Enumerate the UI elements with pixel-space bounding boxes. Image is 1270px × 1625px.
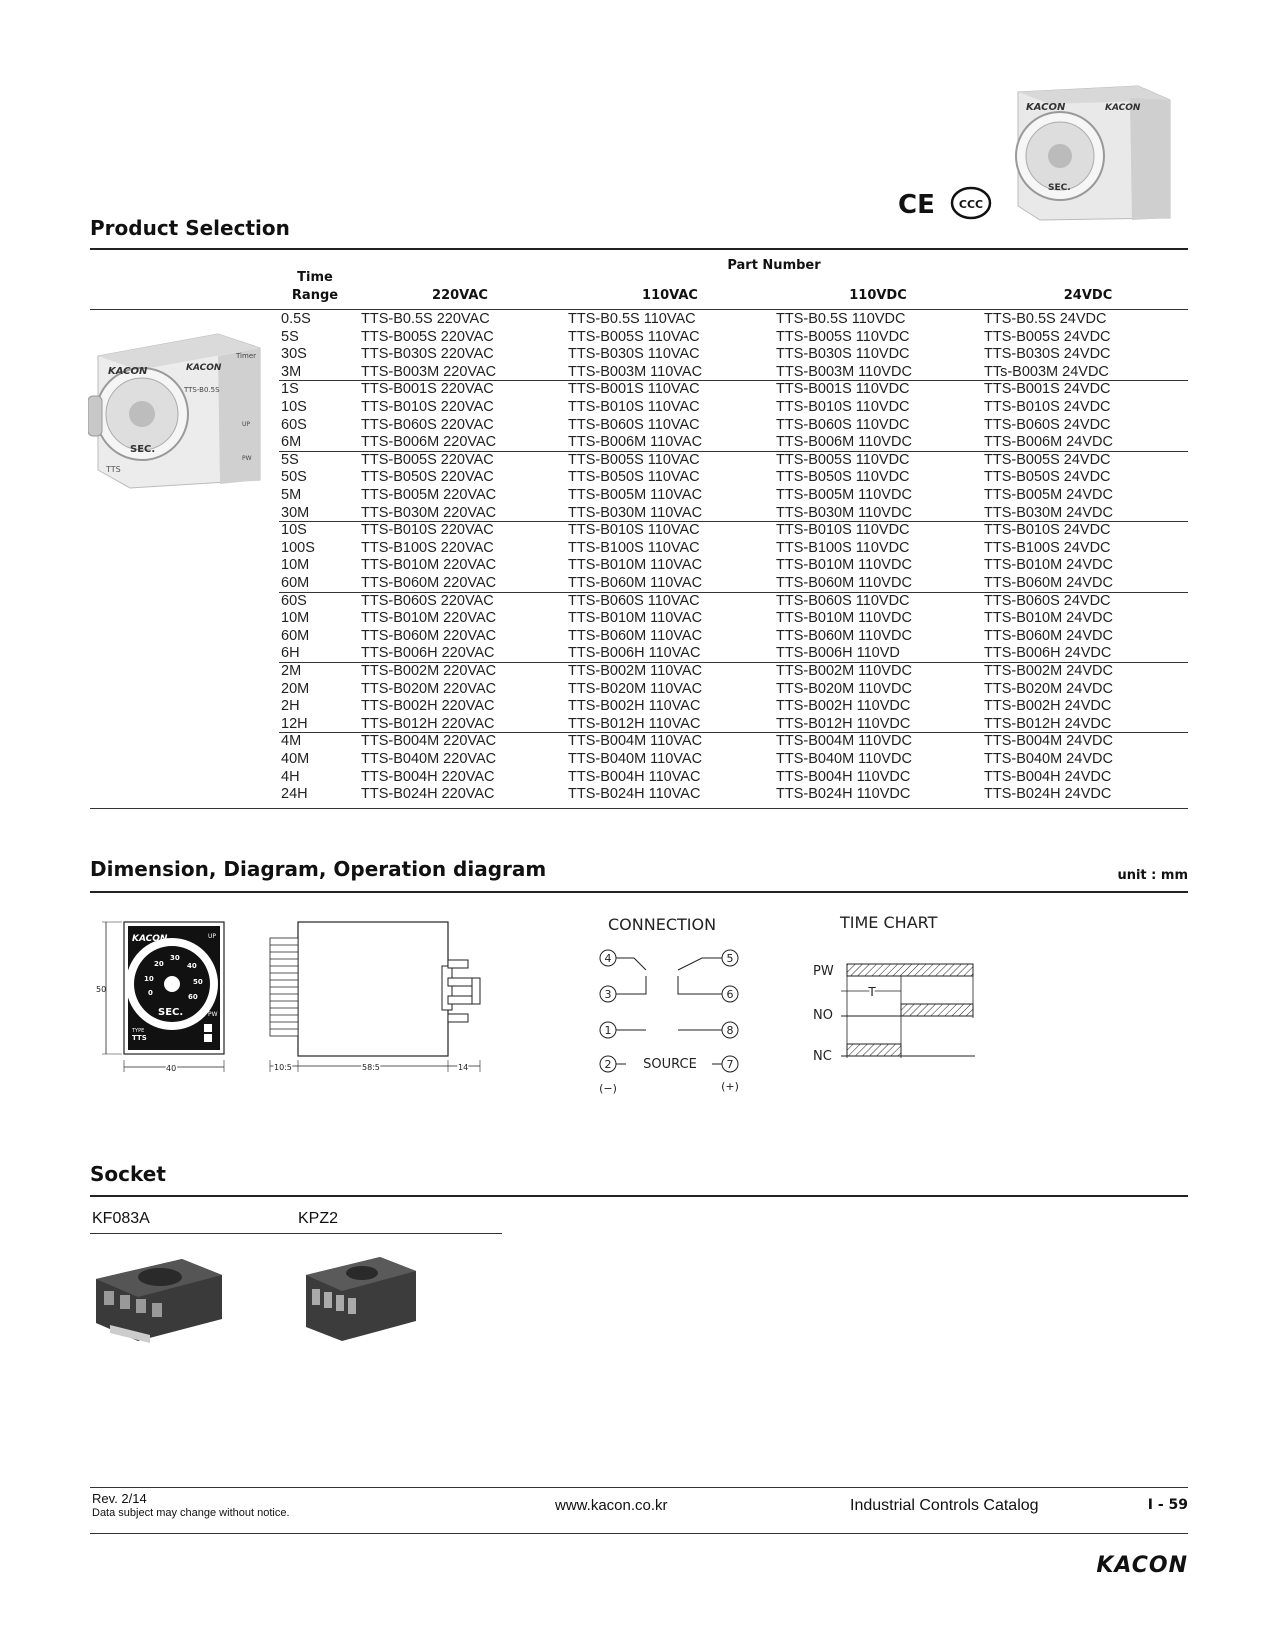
table-cell-part-number: TTS-B004M 110VAC [568, 733, 703, 750]
table-photo-brand: KACON [108, 366, 148, 377]
ce-mark-icon [898, 188, 940, 218]
table-cell-part-number: TTS-B020M 220VAC [361, 680, 497, 697]
pin-6: 6 [726, 988, 734, 1001]
table-cell-part-number: TTS-B003M 220VAC [361, 363, 497, 380]
table-cell-part-number: TTS-B040M 24VDC [984, 751, 1113, 767]
table-cell-part-number: TTS-B002H 24VDC [984, 698, 1112, 715]
table-cell-part-number: TTS-B005M 110VAC [568, 487, 703, 503]
table-cell-part-number: TTS-B005S 220VAC [361, 451, 494, 468]
table-cell-part-number: TTS-B006M 110VAC [568, 434, 703, 451]
table-photo-pw: PW [242, 455, 252, 462]
front-brand: KACON [132, 934, 168, 944]
front-up: UP [208, 933, 217, 940]
dim-depth-c: 14 [458, 1063, 469, 1072]
source-neg: (−) [599, 1082, 617, 1095]
table-cell-part-number: TTS-B020M 24VDC [984, 680, 1113, 697]
footer-bottom-rule [90, 1533, 1188, 1534]
source-label: SOURCE [643, 1057, 697, 1072]
product-photo-table [88, 330, 268, 490]
front-dial-0: 0 [148, 989, 153, 997]
table-cell-part-number: TTS-B004M 220VAC [361, 733, 497, 750]
table-cell-range: 10M [281, 610, 310, 627]
timechart-row-nc: NC [813, 1049, 832, 1064]
front-pw: PW [208, 1011, 218, 1018]
table-cell-part-number: TTS-B030M 24VDC [984, 504, 1113, 521]
top-photo-sec: SEC. [1048, 183, 1071, 193]
dim-depth-b: 58.5 [362, 1063, 380, 1072]
table-cell-part-number: TTS-B030M 110VAC [568, 504, 703, 521]
table-cell-part-number: TTS-B002M 220VAC [361, 663, 497, 679]
table-cell-range: 30S [281, 346, 307, 363]
footer-rev: Rev. 2/14 [92, 1491, 147, 1506]
timechart-row-pw: PW [813, 964, 834, 979]
table-header-part-number: Part Number [727, 258, 821, 273]
timechart-row-no: NO [813, 1008, 833, 1023]
time-chart [805, 908, 980, 1078]
table-bottom-rule [90, 808, 1188, 809]
table-cell-part-number: TTS-B050S 110VAC [568, 469, 700, 486]
table-cell-part-number: TTS-B060M 110VAC [568, 627, 703, 644]
table-cell-part-number: TTS-B005M 24VDC [984, 487, 1113, 503]
front-dial-30: 30 [170, 954, 180, 962]
front-type-value: TTS [132, 1034, 147, 1042]
dim-width: 40 [166, 1064, 177, 1073]
footer-page-number: I - 59 [1147, 1497, 1188, 1513]
table-cell-part-number: TTS-B010M 220VAC [361, 610, 497, 627]
table-cell-range: 50S [281, 469, 307, 486]
table-cell-part-number: TTS-B012H 110VAC [568, 715, 701, 732]
table-cell-range: 24H [281, 786, 308, 803]
table-cell-part-number: TTS-B030S 24VDC [984, 346, 1111, 363]
table-photo-sec: SEC. [130, 444, 156, 455]
table-cell-range: 10S [281, 522, 307, 539]
table-cell-range: 4M [281, 733, 302, 750]
table-cell-part-number: TTS-B005S 110VDC [776, 328, 910, 345]
table-cell-range: 10S [281, 399, 307, 415]
table-cell-part-number: TTS-B005S 110VDC [776, 451, 910, 468]
table-cell-part-number: TTS-B006H 24VDC [984, 645, 1112, 662]
front-type-label: TYPE [132, 1028, 145, 1034]
table-cell-part-number: TTS-B010S 110VAC [568, 522, 700, 539]
front-dial-60: 60 [188, 993, 198, 1001]
table-cell-part-number: TTS-B010M 110VDC [776, 557, 912, 574]
section-rule-dimension [90, 891, 1188, 893]
connection-title: CONNECTION [608, 915, 717, 934]
table-cell-part-number: TTS-B004H 110VAC [568, 768, 701, 785]
table-cell-part-number: TTS-B060S 220VAC [361, 416, 494, 433]
table-cell-range: 5M [281, 487, 302, 503]
table-cell-part-number: TTS-B060M 110VDC [776, 575, 912, 591]
table-cell-part-number: TTS-B030M 110VDC [776, 504, 912, 521]
table-cell-part-number: TTS-B010M 24VDC [984, 610, 1113, 627]
table-cell-part-number: TTS-B060M 220VAC [361, 575, 497, 591]
table-cell-part-number: TTS-B0.5S 24VDC [984, 311, 1107, 327]
table-cell-part-number: TTS-B004H 24VDC [984, 768, 1112, 785]
table-photo-up: UP [242, 421, 251, 428]
table-header-time: Time [297, 270, 333, 285]
table-header-range: Range [291, 288, 339, 303]
footer-top-rule [90, 1487, 1188, 1488]
table-cell-part-number: TTS-B050S 24VDC [984, 469, 1111, 486]
table-cell-range: 5S [281, 328, 299, 345]
table-cell-range: 2M [281, 663, 302, 679]
table-cell-part-number: TTS-B005S 110VAC [568, 451, 700, 468]
table-cell-part-number: TTS-B060S 220VAC [361, 592, 494, 609]
table-cell-part-number: TTS-B001S 24VDC [984, 381, 1111, 398]
table-cell-part-number: TTS-B005S 110VAC [568, 328, 700, 345]
table-cell-range: 5S [281, 451, 299, 468]
table-cell-part-number: TTS-B006H 110VAC [568, 645, 701, 662]
table-cell-part-number: TTS-B010S 220VAC [361, 399, 494, 415]
table-header-24vdc: 24VDC [1063, 288, 1113, 303]
timechart-t: T [868, 985, 876, 999]
front-view-drawing [96, 914, 236, 1074]
table-cell-part-number: TTS-B030S 220VAC [361, 346, 494, 363]
table-cell-part-number: TTS-B0.5S 220VAC [361, 311, 490, 327]
table-cell-range: 30M [281, 504, 310, 521]
section-rule-product [90, 248, 1188, 250]
table-cell-part-number: TTS-B012H 110VDC [776, 715, 911, 732]
table-cell-part-number: TTS-B060S 110VAC [568, 592, 700, 609]
table-cell-part-number: TTS-B006M 110VDC [776, 434, 912, 451]
side-view-drawing [262, 910, 502, 1074]
front-dial-20: 20 [154, 960, 164, 968]
table-header-110vdc: 110VDC [849, 288, 907, 303]
table-cell-part-number: TTS-B005S 24VDC [984, 328, 1111, 345]
table-cell-range: 60S [281, 592, 307, 609]
pin-8: 8 [726, 1024, 734, 1037]
table-cell-part-number: TTS-B010M 110VAC [568, 557, 703, 574]
pin-4: 4 [604, 952, 612, 965]
table-cell-part-number: TTS-B002M 110VDC [776, 663, 912, 679]
table-cell-part-number: TTS-B006H 220VAC [361, 645, 495, 662]
ccc-mark-icon [950, 186, 992, 220]
footer-logo: KACON [1096, 1553, 1188, 1578]
table-cell-part-number: TTS-B003M 110VAC [568, 363, 703, 380]
socket-label-rule [90, 1233, 502, 1234]
table-cell-part-number: TTS-B004H 220VAC [361, 768, 495, 785]
table-cell-range: 1S [281, 381, 299, 398]
table-cell-part-number: TTS-B010S 110VDC [776, 399, 910, 415]
table-cell-part-number: TTS-B100S 220VAC [361, 539, 494, 556]
table-header-220vac: 220VAC [432, 288, 488, 303]
table-cell-range: 20M [281, 680, 310, 697]
table-cell-part-number: TTS-B030M 220VAC [361, 504, 497, 521]
table-photo-timer: Timer [236, 352, 257, 360]
table-cell-range: 12H [281, 715, 308, 732]
table-cell-part-number: TTS-B060M 220VAC [361, 627, 497, 644]
ccc-mark-text: CCC [958, 198, 984, 211]
table-cell-part-number: TTS-B004M 110VDC [776, 733, 912, 750]
top-photo-brand-side: KACON [1105, 103, 1141, 113]
socket-label-kf083a: KF083A [92, 1210, 150, 1227]
pin-1: 1 [604, 1024, 612, 1037]
table-cell-part-number: TTS-B001S 110VAC [568, 381, 700, 398]
table-cell-part-number: TTs-B003M 24VDC [984, 363, 1109, 380]
source-pos: (+) [721, 1080, 739, 1093]
front-dial-10: 10 [144, 975, 154, 983]
table-cell-part-number: TTS-B024H 110VAC [568, 786, 701, 803]
footer-url[interactable]: www.kacon.co.kr [555, 1497, 668, 1514]
table-cell-part-number: TTS-B010S 110VAC [568, 399, 700, 415]
table-cell-part-number: TTS-B100S 110VDC [776, 539, 910, 556]
front-dial-50: 50 [193, 978, 203, 986]
table-cell-part-number: TTS-B004M 24VDC [984, 733, 1113, 750]
table-cell-part-number: TTS-B010M 220VAC [361, 557, 497, 574]
table-cell-part-number: TTS-B002H 110VDC [776, 698, 911, 715]
table-cell-part-number: TTS-B060M 24VDC [984, 575, 1113, 591]
unit-label: unit : mm [1117, 868, 1188, 883]
table-cell-part-number: TTS-B005M 220VAC [361, 487, 497, 503]
table-cell-part-number: TTS-B050S 220VAC [361, 469, 494, 486]
table-cell-part-number: TTS-B060S 110VDC [776, 416, 910, 433]
table-cell-part-number: TTS-B060S 24VDC [984, 592, 1111, 609]
table-cell-part-number: TTS-B001S 220VAC [361, 381, 494, 398]
table-cell-part-number: TTS-B006H 110VD [776, 645, 900, 662]
table-cell-part-number: TTS-B002M 24VDC [984, 663, 1113, 679]
top-photo-brand: KACON [1026, 102, 1066, 113]
table-cell-part-number: TTS-B0.5S 110VDC [776, 311, 906, 327]
table-cell-part-number: TTS-B060M 110VDC [776, 627, 912, 644]
table-cell-part-number: TTS-B024H 220VAC [361, 786, 495, 803]
table-cell-part-number: TTS-B006M 220VAC [361, 434, 497, 451]
table-cell-part-number: TTS-B020M 110VDC [776, 680, 912, 697]
table-cell-range: 100S [281, 539, 315, 556]
pin-7: 7 [726, 1058, 734, 1071]
table-cell-part-number: TTS-B002M 110VAC [568, 663, 703, 679]
connection-diagram [590, 908, 760, 1098]
table-cell-part-number: TTS-B040M 110VAC [568, 751, 703, 767]
table-cell-part-number: TTS-B060M 24VDC [984, 627, 1113, 644]
table-cell-part-number: TTS-B012H 24VDC [984, 715, 1112, 732]
table-cell-part-number: TTS-B005S 220VAC [361, 328, 494, 345]
dim-depth-a: 10.5 [274, 1063, 292, 1072]
ce-mark-text: CE [898, 190, 935, 218]
table-cell-range: 60M [281, 627, 310, 644]
table-cell-range: 3M [281, 363, 302, 380]
table-cell-part-number: TTS-B060S 110VDC [776, 592, 910, 609]
table-cell-part-number: TTS-B010M 110VAC [568, 610, 703, 627]
product-photo-top [1010, 78, 1180, 224]
table-photo-brand-side: KACON [186, 363, 222, 373]
table-cell-part-number: TTS-B030S 110VDC [776, 346, 910, 363]
table-cell-part-number: TTS-B040M 220VAC [361, 751, 497, 767]
table-cell-part-number: TTS-B024H 24VDC [984, 786, 1112, 803]
table-cell-range: 40M [281, 751, 310, 767]
socket-photo-kpz2 [302, 1245, 422, 1345]
section-rule-socket [90, 1195, 1188, 1197]
section-title-product-selection: Product Selection [90, 216, 290, 240]
table-cell-part-number: TTS-B060S 110VAC [568, 416, 700, 433]
table-cell-part-number: TTS-B010S 24VDC [984, 522, 1111, 539]
table-cell-part-number: TTS-B040M 110VDC [776, 751, 912, 767]
table-header-rule [90, 309, 1188, 310]
table-cell-part-number: TTS-B060M 110VAC [568, 575, 703, 591]
section-title-socket: Socket [90, 1162, 166, 1186]
table-cell-part-number: TTS-B010S 220VAC [361, 522, 494, 539]
footer-catalog: Industrial Controls Catalog [850, 1497, 1039, 1514]
table-cell-part-number: TTS-B006M 24VDC [984, 434, 1113, 451]
section-title-dimension: Dimension, Diagram, Operation diagram [90, 857, 547, 881]
table-cell-part-number: TTS-B010M 110VDC [776, 610, 912, 627]
table-cell-range: 6M [281, 434, 302, 451]
table-cell-range: 10M [281, 557, 310, 574]
table-cell-part-number: TTS-B004H 110VDC [776, 768, 911, 785]
table-cell-part-number: TTS-B060S 24VDC [984, 416, 1111, 433]
table-cell-part-number: TTS-B002H 110VAC [568, 698, 701, 715]
table-cell-part-number: TTS-B0.5S 110VAC [568, 311, 696, 327]
table-cell-part-number: TTS-B030S 110VAC [568, 346, 700, 363]
table-cell-part-number: TTS-B024H 110VDC [776, 786, 911, 803]
socket-label-kpz2: KPZ2 [298, 1210, 339, 1227]
table-cell-part-number: TTS-B100S 110VAC [568, 539, 700, 556]
dim-height: 50 [96, 985, 107, 994]
table-cell-range: 6H [281, 645, 300, 662]
table-cell-range: 4H [281, 768, 300, 785]
front-dial-40: 40 [187, 962, 197, 970]
table-cell-part-number: TTS-B012H 220VAC [361, 715, 495, 732]
table-cell-range: 2H [281, 698, 300, 715]
table-cell-part-number: TTS-B002H 220VAC [361, 698, 495, 715]
table-photo-model: TTS-B0.5S [184, 386, 220, 394]
table-cell-part-number: TTS-B010S 24VDC [984, 399, 1111, 415]
table-cell-part-number: TTS-B005S 24VDC [984, 451, 1111, 468]
table-cell-part-number: TTS-B001S 110VDC [776, 381, 910, 398]
table-cell-part-number: TTS-B050S 110VDC [776, 469, 910, 486]
front-sec: SEC. [158, 1007, 184, 1018]
table-header-110vac: 110VAC [642, 288, 698, 303]
table-cell-part-number: TTS-B003M 110VDC [776, 363, 912, 380]
table-cell-part-number: TTS-B005M 110VDC [776, 487, 912, 503]
footer-notice: Data subject may change without notice. [92, 1507, 290, 1519]
socket-photo-kf083a [90, 1245, 230, 1345]
table-cell-part-number: TTS-B010M 24VDC [984, 557, 1113, 574]
pin-2: 2 [604, 1058, 612, 1071]
pin-3: 3 [604, 988, 612, 1001]
table-photo-type: TTS [106, 465, 121, 474]
timechart-title: TIME CHART [840, 913, 938, 932]
table-cell-range: 60S [281, 416, 307, 433]
pin-5: 5 [726, 952, 734, 965]
table-cell-part-number: TTS-B010S 110VDC [776, 522, 910, 539]
table-cell-part-number: TTS-B020M 110VAC [568, 680, 703, 697]
table-cell-part-number: TTS-B100S 24VDC [984, 539, 1111, 556]
table-cell-range: 0.5S [281, 311, 311, 327]
table-cell-range: 60M [281, 575, 310, 591]
